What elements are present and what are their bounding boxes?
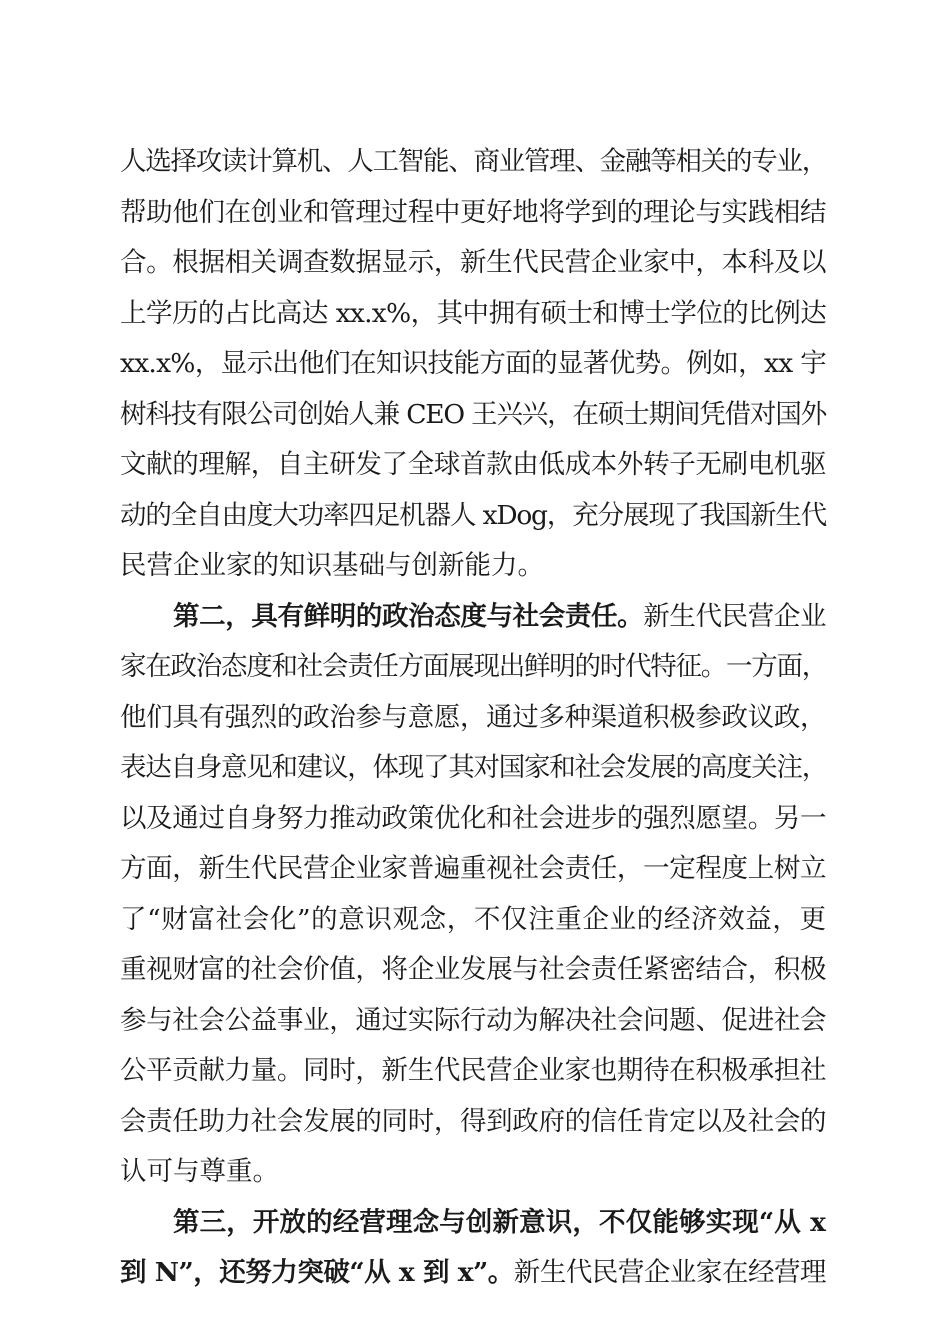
paragraph-2-line-8: 重视财富的社会价值，将企业发展与社会责任紧密结合，积极 xyxy=(120,954,826,985)
paragraph-2-line-4: 表达自身意见和建议，体现了其对国家和社会发展的高度关注， xyxy=(120,752,827,783)
paragraph-3-line-2-rest: 新生代民营企业家在经营理 xyxy=(513,1257,827,1288)
paragraph-2-first-line-rest: 新生代民营企业 xyxy=(643,601,826,632)
paragraph-2-line-12: 认可与尊重。 xyxy=(120,1156,279,1187)
paragraph-1-line-2: 帮助他们在创业和管理过程中更好地将学到的理论与实践相结 xyxy=(120,197,826,228)
paragraph-2-heading: 第二，具有鲜明的政治态度与社会责任。 xyxy=(173,601,644,632)
paragraph-3-line-2 xyxy=(120,1253,826,1293)
paragraph-3-line-1 xyxy=(173,1203,826,1243)
paragraph-1-line-8: 动的全自由度大功率四足机器人 xDog，充分展现了我国新生代 xyxy=(120,500,826,531)
paragraph-1-line-9: 民营企业家的知识基础与创新能力。 xyxy=(120,550,544,581)
paragraph-2-line-2: 家在政治态度和社会责任方面展现出鲜明的时代特征。一方面， xyxy=(120,651,827,682)
paragraph-1-line-1: 人选择攻读计算机、人工智能、商业管理、金融等相关的专业， xyxy=(120,146,827,177)
paragraph-1-line-7: 文献的理解，自主研发了全球首款由低成本外转子无刷电机驱 xyxy=(120,449,826,480)
paragraph-1-line-6: 树科技有限公司创始人兼 CEO 王兴兴，在硕士期间凭借对国外 xyxy=(120,399,826,430)
paragraph-2-line-9: 参与社会公益事业，通过实际行动为解决社会问题、促进社会 xyxy=(120,1005,826,1036)
paragraph-2-line-11: 会责任助力社会发展的同时，得到政府的信任肯定以及社会的 xyxy=(120,1106,826,1137)
paragraph-1-line-5: xx.x%，显示出他们在知识技能方面的显著优势。例如，xx 宇 xyxy=(120,348,826,379)
paragraph-2-line-10: 公平贡献力量。同时，新生代民营企业家也期待在积极承担社 xyxy=(120,1055,826,1086)
paragraph-3-heading: 第三，开放的经营理念与创新意识，不仅能够实现“从 x xyxy=(173,1207,826,1238)
paragraph-2-line-7: 了“财富社会化”的意识观念，不仅注重企业的经济效益，更 xyxy=(120,904,826,935)
paragraph-2-line-5: 以及通过自身努力推动政策优化和社会进步的强烈愿望。另一 xyxy=(120,803,826,834)
paragraph-1-line-4: 上学历的占比高达 xx.x%，其中拥有硕士和博士学位的比例达 xyxy=(120,298,826,329)
paragraph-3-heading-continued: 到 N”，还努力突破“从 x 到 x”。 xyxy=(120,1257,514,1288)
paragraph-2-line-6: 方面，新生代民营企业家普遍重视社会责任，一定程度上树立 xyxy=(120,853,826,884)
paragraph-1-line-3: 合。根据相关调查数据显示，新生代民营企业家中，本科及以 xyxy=(120,247,826,278)
paragraph-2-line-1 xyxy=(173,597,826,637)
paragraph-2-line-3: 他们具有强烈的政治参与意愿，通过多种渠道积极参政议政， xyxy=(120,702,826,733)
